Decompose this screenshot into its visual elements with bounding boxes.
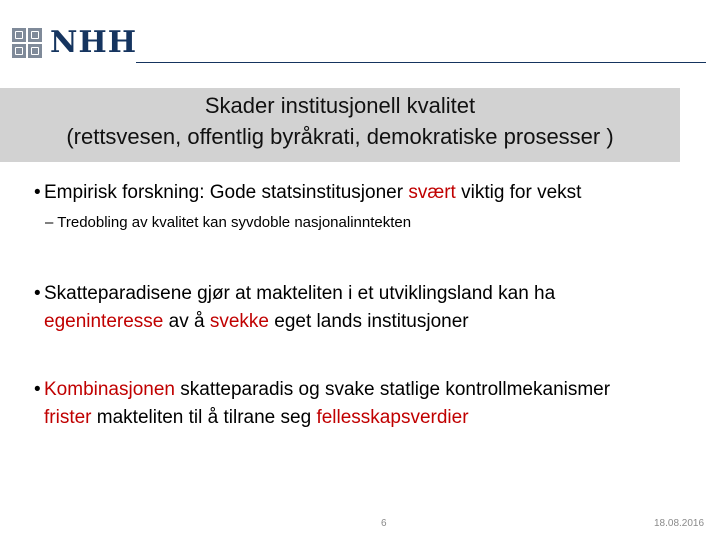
page-number: 6 bbox=[381, 518, 387, 529]
bullet-3 bbox=[34, 376, 704, 432]
emblem-cell bbox=[12, 28, 26, 42]
bullet-3-highlight-1: Kombinasjonen bbox=[44, 379, 175, 400]
bullet-3-text-1: skatteparadis og svake statlige kontrollmekanismer bbox=[174, 379, 611, 400]
bullet-marker: • bbox=[34, 379, 41, 400]
bullet-2-line-1: Skatteparadisene gjør at makteliten i et utviklingsland kan ha bbox=[44, 283, 556, 304]
title-line-1: Skader institusjonell kvalitet bbox=[204, 93, 476, 118]
footer-date: 18.08.2016 bbox=[654, 518, 705, 529]
bullet-1 bbox=[34, 180, 581, 206]
emblem-cell bbox=[28, 28, 42, 42]
emblem-cell bbox=[12, 44, 26, 58]
bullet-1-text-post: viktig for vekst bbox=[455, 182, 582, 203]
bullet-2-text-post: eget lands institusjoner bbox=[269, 311, 469, 332]
bullet-3-text-mid: makteliten til å tilrane seg bbox=[91, 407, 317, 428]
logo-text: NHH bbox=[50, 25, 138, 60]
sub-bullet-1 bbox=[45, 213, 411, 233]
emblem-cell bbox=[28, 44, 42, 58]
nhh-emblem-icon bbox=[12, 28, 42, 58]
bullet-2-highlight-1: egeninteresse bbox=[44, 311, 164, 332]
bullet-3-highlight-3: fellesskapsverdier bbox=[316, 407, 469, 428]
bullet-2-highlight-2: svekke bbox=[209, 311, 269, 332]
bullet-2 bbox=[34, 280, 674, 336]
title-line-2: (rettsvesen, offentlig byråkrati, demokratiske prosesser ) bbox=[66, 124, 614, 149]
nhh-logo bbox=[12, 25, 138, 60]
header-rule bbox=[136, 62, 706, 63]
bullet-1-highlight: svært bbox=[408, 182, 456, 203]
bullet-marker: • bbox=[34, 182, 41, 203]
bullet-3-highlight-2: frister bbox=[44, 407, 92, 428]
bullet-1-text-pre: Empirisk forskning: Gode statsinstitusjoner bbox=[44, 182, 409, 203]
bullet-2-text-mid: av å bbox=[163, 311, 210, 332]
slide-title bbox=[0, 90, 680, 152]
bullet-marker: • bbox=[34, 283, 41, 304]
dash-marker: – bbox=[45, 214, 58, 231]
sub-bullet-1-text: Tredobling av kvalitet kan syvdoble nasjonalinntekten bbox=[57, 214, 412, 231]
